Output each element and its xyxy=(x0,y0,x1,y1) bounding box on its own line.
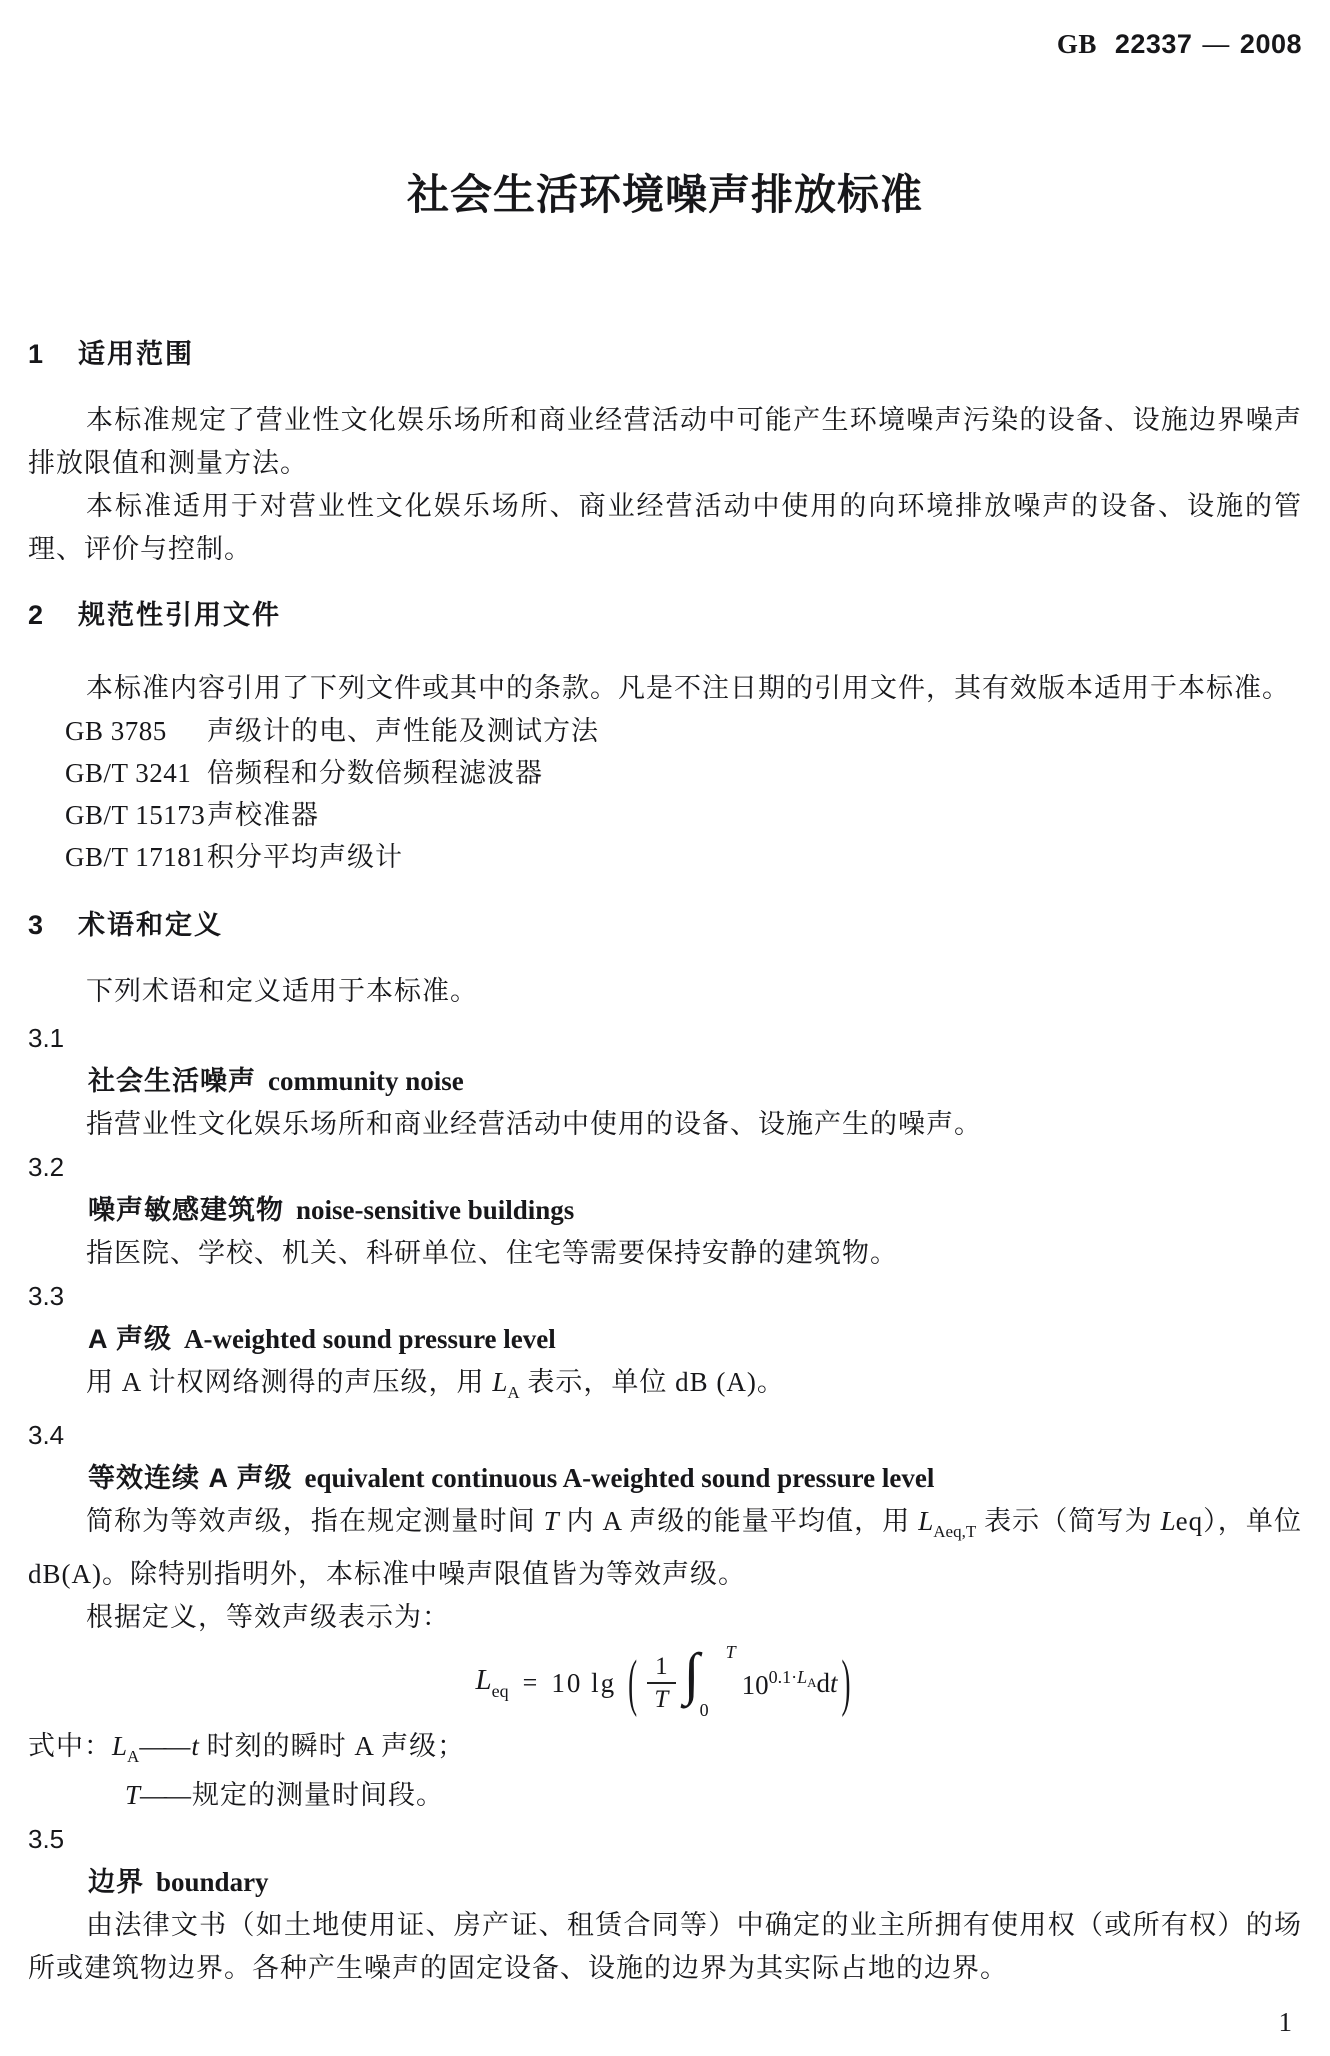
exponent-L-sub: A xyxy=(807,1674,817,1690)
symbol-LAeqT: L xyxy=(918,1506,934,1536)
term-definition: 由法律文书（如土地使用证、房产证、租赁合同等）中确定的业主所拥有使用权（或所有权）的场所或建筑物边界。各种产生噪声的固定设备、设施的边界为其实际占地的边界。 xyxy=(28,1910,1302,1983)
integral-upper-limit: T xyxy=(725,1642,736,1662)
fraction-1-over-T xyxy=(647,1654,676,1712)
standard-dash: — xyxy=(1202,29,1230,59)
term-number: 3.1 xyxy=(28,1023,65,1053)
section-2-number: 2 xyxy=(28,600,44,630)
reference-title: 倍频程和分数倍频程滤波器 xyxy=(207,758,543,788)
reference-title: 积分平均声级计 xyxy=(207,842,403,872)
term-definition xyxy=(28,1500,1302,1596)
symbol-Leq-eq: eq xyxy=(1175,1506,1204,1536)
where-dash: —— xyxy=(140,1780,189,1810)
reference-title: 声级计的电、声性能及测试方法 xyxy=(207,716,599,746)
term-title xyxy=(88,1318,1302,1361)
symbol-LA: L xyxy=(492,1367,508,1397)
differential-d: d xyxy=(816,1667,830,1698)
section-1-number: 1 xyxy=(28,339,44,369)
formula-L: L xyxy=(475,1664,492,1696)
section-1-heading xyxy=(28,336,1302,372)
section-2-intro: 本标准内容引用了下列文件或其中的条款。凡是不注日期的引用文件，其有效版本适用于本标准。 xyxy=(86,673,1291,703)
power-base: 10 xyxy=(741,1669,769,1700)
integral-sign: ∫ xyxy=(683,1641,700,1706)
reference-row xyxy=(65,794,1302,836)
where-label: 式中： xyxy=(28,1731,112,1761)
term-en: A-weighted sound pressure level xyxy=(184,1324,556,1354)
reference-code: GB/T 15173 xyxy=(65,800,206,830)
term-definition: 指医院、学校、机关、科研单位、住宅等需要保持安静的建筑物。 xyxy=(86,1238,899,1268)
fraction-numerator: 1 xyxy=(647,1654,676,1684)
term-title xyxy=(88,1189,1302,1232)
exponent-coef: 0.1· xyxy=(768,1666,798,1687)
integral xyxy=(683,1641,736,1720)
reference-code: GB/T 3241 xyxy=(65,758,192,788)
definition-text: 用 A 计权网络测得的声压级，用 xyxy=(86,1367,493,1397)
formula-L-sub: eq xyxy=(491,1681,509,1701)
reference-title: 声校准器 xyxy=(207,800,319,830)
formula-row xyxy=(475,1641,855,1720)
standard-year: 2008 xyxy=(1239,29,1302,59)
definition-text: 表示，单位 dB (A)。 xyxy=(519,1367,785,1397)
where-T: T xyxy=(125,1780,141,1810)
term-title xyxy=(88,1861,1302,1904)
close-paren: ) xyxy=(841,1646,851,1718)
where-dash: —— xyxy=(139,1731,188,1761)
term-definition xyxy=(28,1361,1302,1414)
reference-list xyxy=(28,710,1302,878)
power-term xyxy=(742,1668,817,1699)
symbol-LAeqT-sub: Aeq,T xyxy=(933,1522,977,1541)
term-definition: 指营业性文化娱乐场所和商业经营活动中使用的设备、设施产生的噪声。 xyxy=(86,1109,983,1139)
section-1-title: 适用范围 xyxy=(78,339,194,369)
term-number: 3.4 xyxy=(28,1420,65,1450)
where-t: t xyxy=(191,1731,199,1761)
standard-org: GB xyxy=(1056,29,1097,59)
term-en: equivalent continuous A-weighted sound pressure level xyxy=(304,1463,935,1493)
symbol-T: T xyxy=(543,1506,559,1536)
formula-where-line-2 xyxy=(125,1776,1302,1814)
term-number: 3.3 xyxy=(28,1281,65,1311)
term-title xyxy=(88,1060,1302,1103)
reference-row xyxy=(65,836,1302,878)
section-3-intro: 下列术语和定义适用于本标准。 xyxy=(86,976,479,1006)
formula-lhs xyxy=(476,1666,509,1700)
formula-where-line-1 xyxy=(28,1727,1302,1776)
standard-number: 22337 xyxy=(1114,29,1193,59)
symbol-Leq-L: L xyxy=(1160,1506,1176,1536)
definition-text: 内 A 声级的能量平均值，用 xyxy=(558,1506,919,1536)
section-3-title: 术语和定义 xyxy=(78,910,223,940)
term-zh: 等效连续 A 声级 xyxy=(88,1463,293,1493)
terms-list xyxy=(28,1017,1302,1990)
section-1-paragraph-2: 本标准适用于对营业性文化娱乐场所、商业经营活动中使用的向环境排放噪声的设备、设施的管理、评价与控制。 xyxy=(28,491,1302,564)
page-number: 1 xyxy=(1278,2007,1292,2037)
integral-lower-limit: 0 xyxy=(699,1700,709,1720)
differential xyxy=(816,1667,838,1698)
symbol-LA-sub: A xyxy=(507,1383,520,1402)
leq-formula xyxy=(28,1639,1302,1727)
term-zh: A 声级 xyxy=(88,1324,172,1354)
power-exponent xyxy=(768,1666,817,1690)
formula-lead-in: 根据定义，等效声级表示为： xyxy=(86,1602,451,1632)
term-zh: 噪声敏感建筑物 xyxy=(88,1195,284,1225)
exponent-L: L xyxy=(797,1666,808,1687)
fraction-denominator: T xyxy=(654,1686,669,1713)
definition-text: ），单位dB(A)。除特别指明外，本标准中噪声限值皆为等效声级。 xyxy=(28,1506,1302,1589)
reference-row xyxy=(65,752,1302,794)
section-3-heading xyxy=(28,907,1302,943)
definition-text: 表示（简写为 xyxy=(976,1506,1161,1536)
where-text: 时刻的瞬时 A 声级； xyxy=(198,1731,466,1761)
section-3-number: 3 xyxy=(28,910,44,940)
where-LA: L xyxy=(112,1731,128,1761)
reference-code: GB/T 17181 xyxy=(65,842,206,872)
section-2-heading xyxy=(28,597,1302,633)
term-number: 3.2 xyxy=(28,1152,65,1182)
where-text: 规定的测量时间段。 xyxy=(192,1780,445,1810)
document-title: 社会生活环境噪声排放标准 xyxy=(406,171,923,218)
differential-t: t xyxy=(829,1667,838,1698)
where-LA-sub: A xyxy=(127,1747,140,1766)
term-zh: 边界 xyxy=(88,1867,144,1897)
formula-coefficient: 10 lg xyxy=(551,1667,617,1698)
term-en: community noise xyxy=(268,1066,464,1096)
equals-sign: = xyxy=(522,1668,538,1697)
definition-text: 简称为等效声级，指在规定测量时间 xyxy=(86,1506,544,1536)
reference-row xyxy=(65,710,1302,752)
term-title xyxy=(88,1457,1302,1500)
open-paren: ( xyxy=(628,1646,638,1718)
section-1-paragraph-1: 本标准规定了营业性文化娱乐场所和商业经营活动中可能产生环境噪声污染的设备、设施边界噪声排放限值和测量方法。 xyxy=(28,405,1302,478)
term-en: boundary xyxy=(156,1867,269,1897)
term-number: 3.5 xyxy=(28,1824,65,1854)
section-2-title: 规范性引用文件 xyxy=(78,600,281,630)
reference-code: GB 3785 xyxy=(65,716,167,746)
term-en: noise-sensitive buildings xyxy=(296,1195,575,1225)
document-header xyxy=(28,0,1302,64)
term-zh: 社会生活噪声 xyxy=(88,1066,256,1096)
